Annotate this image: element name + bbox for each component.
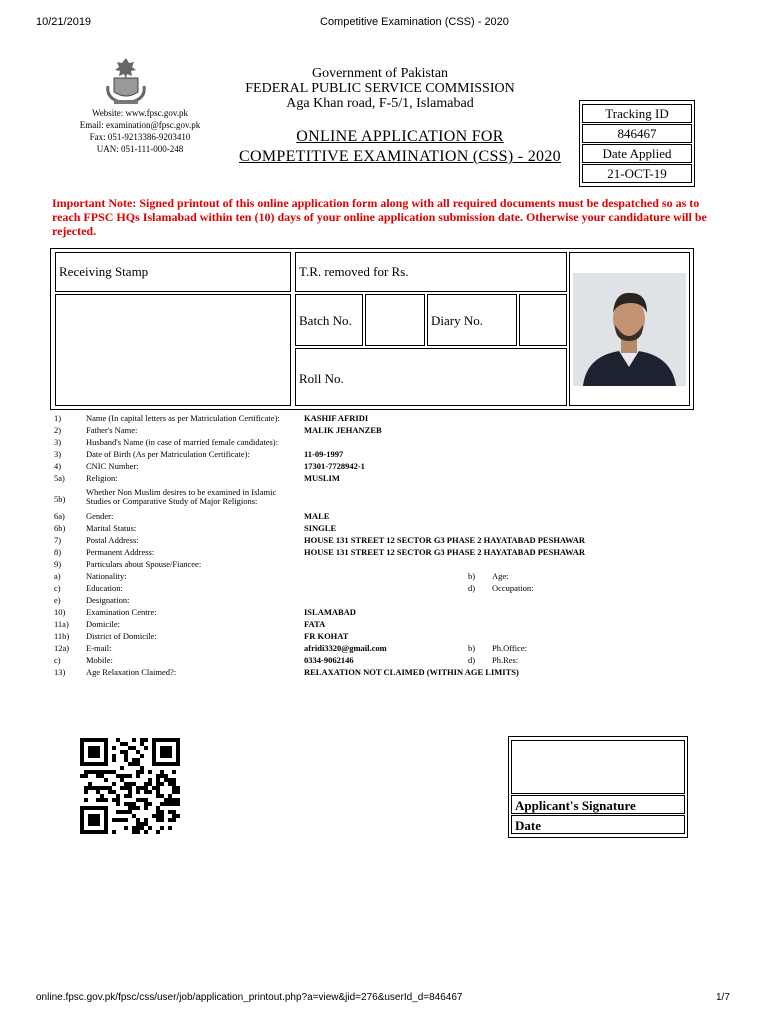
diary-no-value-cell (519, 294, 567, 346)
tr-removed-label: T.R. removed for Rs. (299, 264, 409, 279)
tracking-id-value: 846467 (582, 124, 692, 143)
qr-code-icon (80, 738, 180, 834)
field-row: c) Mobile: 0334-9062146 d) Ph.Res: (54, 655, 519, 665)
page-number: 1/7 (716, 992, 730, 1003)
batch-no-cell (295, 294, 363, 346)
diary-no-label: Diary No. (431, 313, 483, 328)
govt-line-1: Government of Pakistan (311, 66, 449, 81)
print-date: 10/21/2019 (36, 16, 92, 28)
batch-no-value-cell (365, 294, 425, 346)
receiving-stamp-label: Receiving Stamp (59, 264, 149, 279)
date-applied-label: Date Applied (582, 144, 692, 163)
contact-website: Website: www.fpsc.gov.pk (91, 108, 189, 118)
govt-line-2: FEDERAL PUBLIC SERVICE COMMISSION (245, 81, 515, 96)
roll-no-cell (295, 348, 567, 406)
govt-line-3: Aga Khan road, F-5/1, Islamabad (286, 96, 474, 111)
form-title-line-2: COMPETITIVE EXAMINATION (CSS) - 2020 (239, 148, 561, 165)
contact-fax: Fax: 051-9213386-9203410 (89, 132, 191, 142)
field-row: 12a) E-mail: afridi3320@gmail.com b) Ph.Office: (54, 643, 528, 653)
page-url: online.fpsc.gov.pk/fpsc/css/user/job/application_printout.php?a=view&jid=276&userId_d=846467 (36, 992, 463, 1003)
date-label: Date (511, 815, 685, 834)
receiving-stamp-cell (55, 252, 291, 292)
tracking-box (579, 100, 695, 187)
roll-no-label: Roll No. (299, 371, 344, 386)
signature-box (508, 736, 688, 838)
signature-area (511, 740, 685, 794)
tracking-id-label: Tracking ID (582, 104, 692, 123)
batch-no-label: Batch No. (299, 313, 352, 328)
stamp-area (55, 294, 291, 406)
applicant-photo (573, 273, 686, 386)
signature-label: Applicant's Signature (511, 795, 685, 814)
print-title: Competitive Examination (CSS) - 2020 (320, 16, 509, 28)
pakistan-emblem-icon (104, 56, 148, 106)
contact-email: Email: examination@fpsc.gov.pk (79, 120, 201, 130)
field-row: c) Education: d) Occupation: (54, 583, 534, 593)
photo-cell (569, 252, 690, 406)
contact-uan: UAN: 051-111-000-248 (96, 144, 184, 154)
important-note: Important Note: Signed printout of this online application form along with all required documents must be despatched so as to reach FPSC HQs Islamabad within ten (10) days of your online application submission date. Otherwise your candidature will be rejected. (52, 196, 707, 238)
tr-removed-cell (295, 252, 567, 292)
form-title-line-1: ONLINE APPLICATION FOR (296, 128, 504, 145)
date-applied-value: 21-OCT-19 (582, 164, 692, 183)
field-row: a) Nationality: b) Age: (54, 571, 509, 581)
diary-no-cell (427, 294, 517, 346)
